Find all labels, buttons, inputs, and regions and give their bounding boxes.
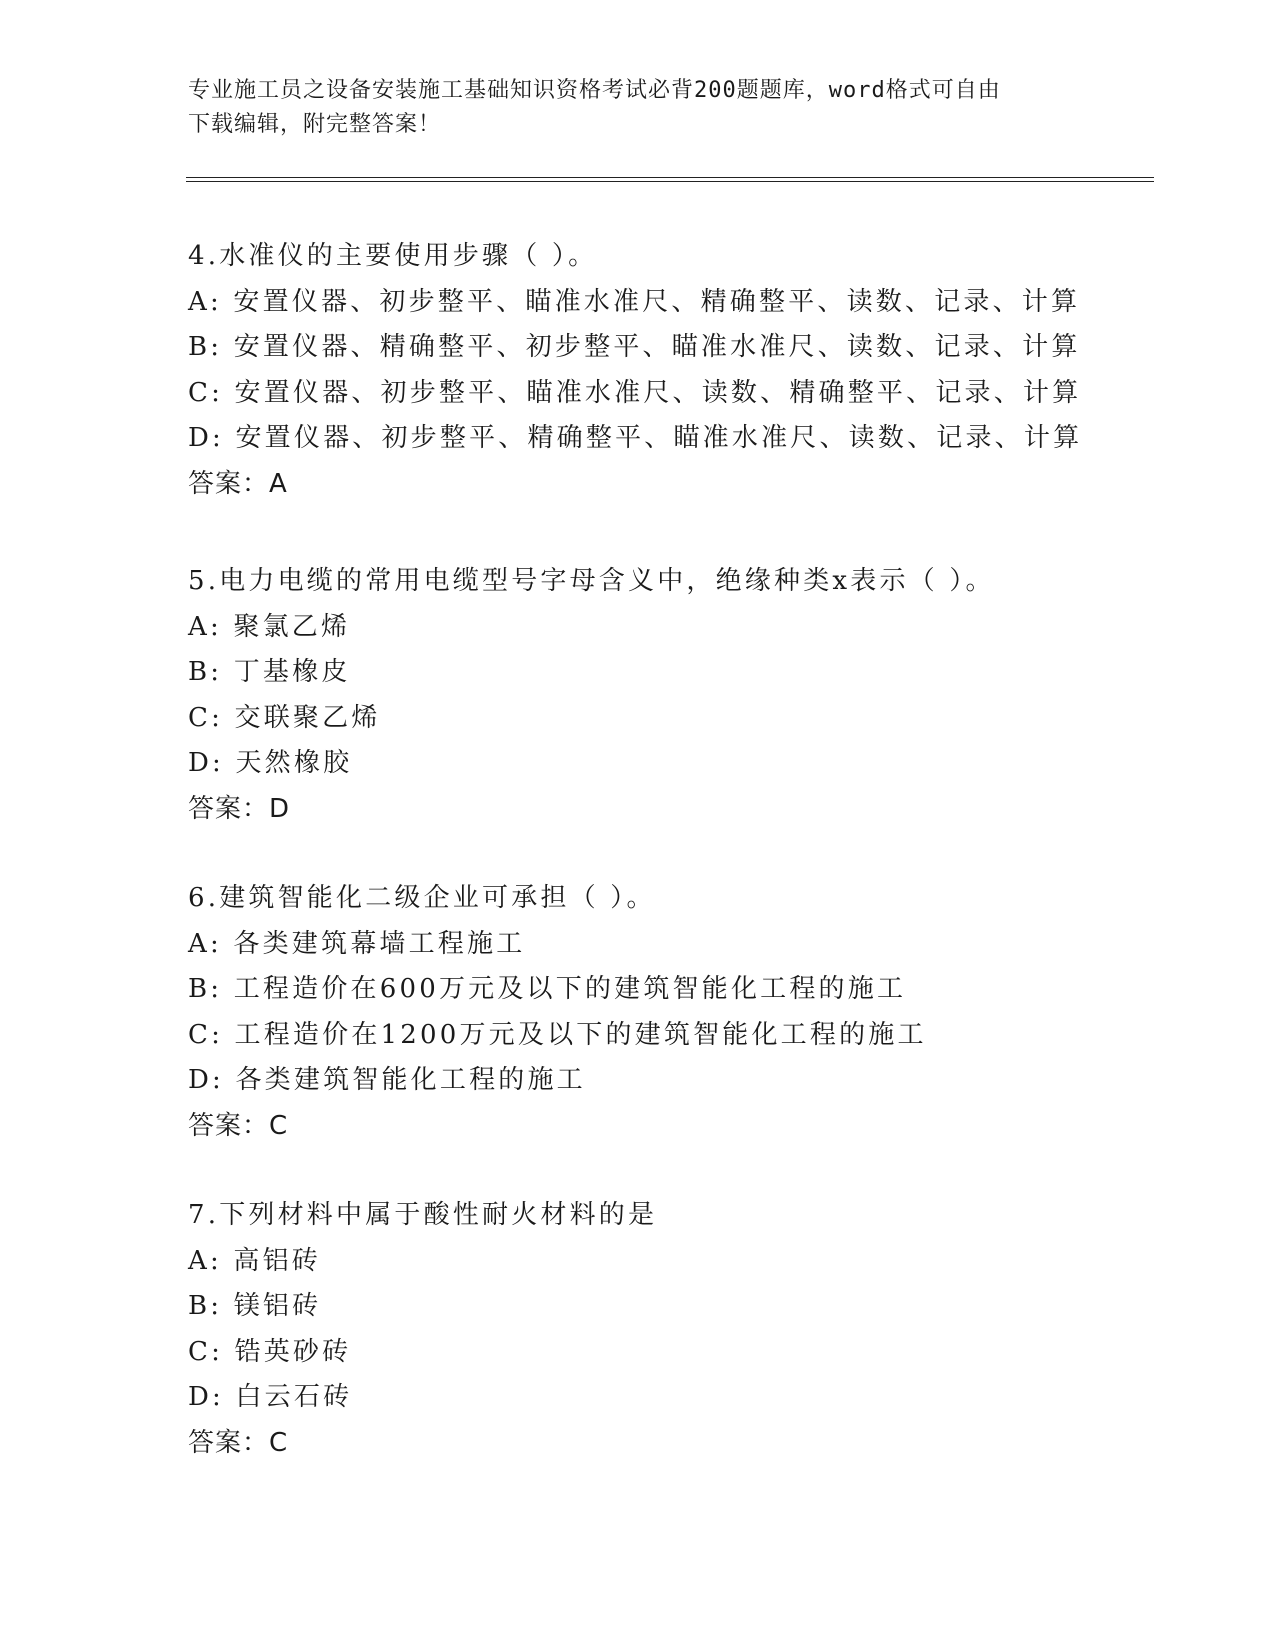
answer-text: 答案：D [188, 793, 291, 824]
option-b: B: 丁基橡皮 [188, 657, 351, 687]
question-7 [188, 1193, 1148, 1466]
header-divider-bottom [186, 181, 1154, 182]
question-list [188, 234, 1148, 1510]
option-d: D: 白云石砖 [188, 1382, 353, 1412]
question-6 [188, 876, 1148, 1149]
answer-text: 答案：A [188, 468, 288, 499]
option-b: B: 工程造价在600万元及以下的建筑智能化工程的施工 [188, 974, 907, 1004]
answer-text: 答案：C [188, 1110, 289, 1141]
question-5 [188, 559, 1148, 832]
question-stem: 7.下列材料中属于酸性耐火材料的是 [188, 1200, 658, 1230]
question-stem: 4.水准仪的主要使用步骤（ ）。 [188, 241, 598, 271]
answer-text: 答案：C [188, 1427, 289, 1458]
option-d: D: 各类建筑智能化工程的施工 [188, 1065, 586, 1095]
question-4 [188, 234, 1148, 507]
header-divider-top [186, 177, 1154, 178]
option-c: C: 锆英砂砖 [188, 1336, 352, 1367]
option-a: A: 各类建筑幕墙工程施工 [188, 928, 526, 959]
header-line-2: 下载编辑，附完整答案！ [188, 112, 442, 137]
option-d: D: 天然橡胶 [188, 748, 353, 778]
option-a: A: 高铝砖 [188, 1245, 322, 1276]
question-stem: 6.建筑智能化二级企业可承担（ ）。 [188, 883, 656, 913]
option-b: B: 安置仪器、精确整平、初步整平、瞄准水准尺、读数、记录、计算 [188, 332, 1081, 362]
option-c: C: 交联聚乙烯 [188, 702, 381, 733]
document-header [188, 74, 1068, 142]
option-a: A: 聚氯乙烯 [188, 611, 351, 642]
question-stem: 5.电力电缆的常用电缆型号字母含义中，绝缘种类x表示（ ）。 [188, 566, 995, 596]
header-line-1: 专业施工员之设备安装施工基础知识资格考试必背200题题库，word格式可自由 [188, 78, 1001, 103]
option-b: B: 镁铝砖 [188, 1291, 322, 1321]
option-a: A: 安置仪器、初步整平、瞄准水准尺、精确整平、读数、记录、计算 [188, 286, 1081, 317]
option-d: D: 安置仪器、初步整平、精确整平、瞄准水准尺、读数、记录、计算 [188, 423, 1083, 453]
option-c: C: 安置仪器、初步整平、瞄准水准尺、读数、精确整平、记录、计算 [188, 377, 1082, 408]
option-c: C: 工程造价在1200万元及以下的建筑智能化工程的施工 [188, 1019, 927, 1050]
